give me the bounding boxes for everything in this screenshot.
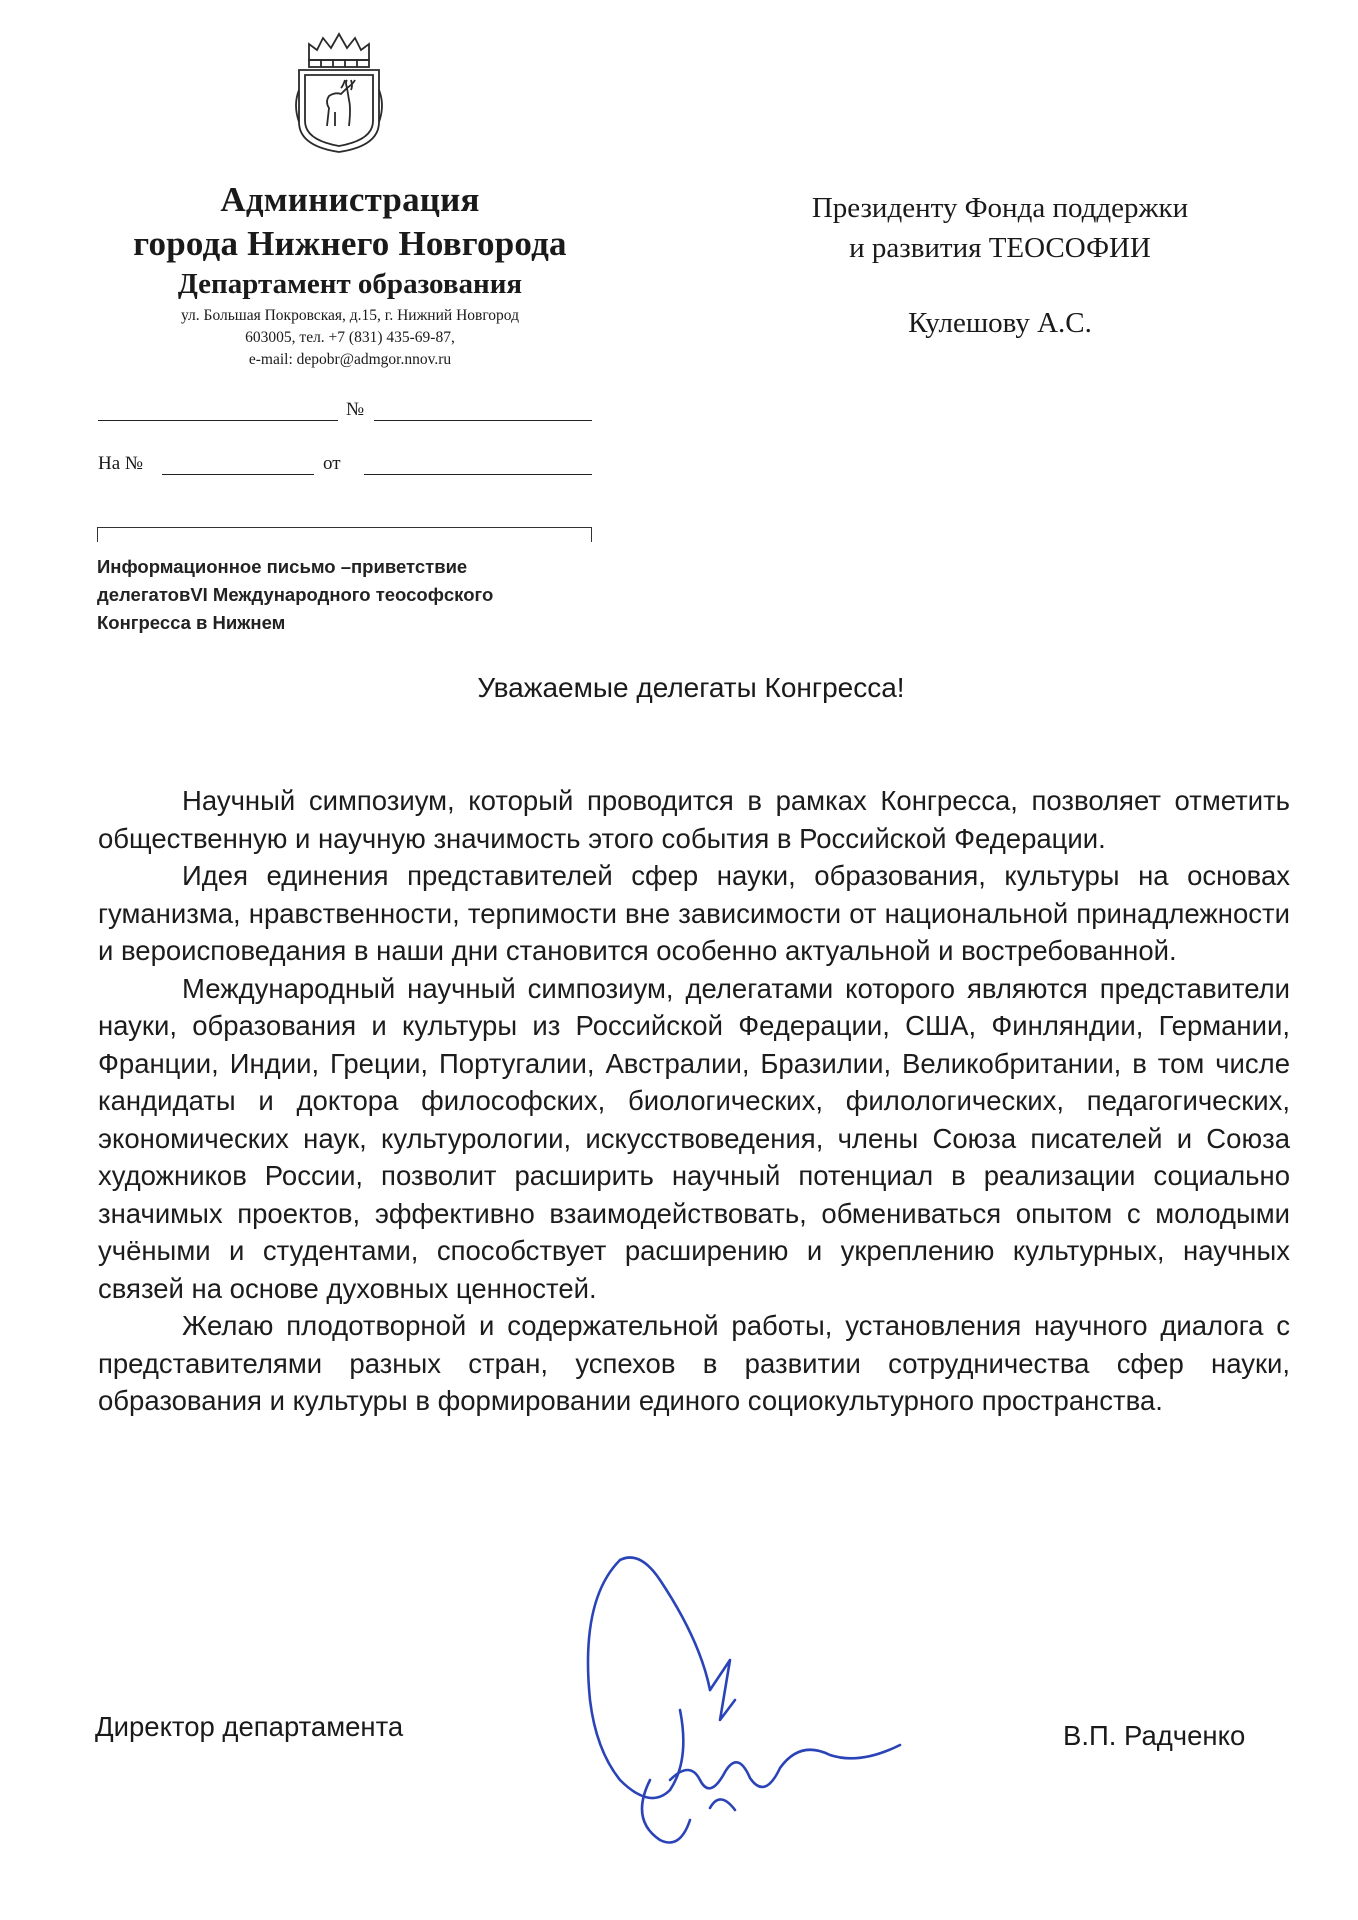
org-name-line2: города Нижнего Новгорода bbox=[133, 224, 567, 263]
outgoing-date-line bbox=[98, 420, 338, 421]
coat-of-arms-icon bbox=[291, 30, 387, 156]
body-paragraph: Международный научный симпозиум, делегатами которого являются представители науки, образования и культуры из Российской Федерации, США, Финляндии, Германии, Франции, Индии, Греции, Португалии, Австралии, Бразилии, Великобритании, в том числе кандидаты и доктора философских, биологических, филологических, педагогических, экономических наук, культурологии, искусствоведения, члены Союза писателей и Союза художников России, позволит расширить научный потенциал в реализации социально значимых проектов, эффективно взаимодействовать, обмениваться опытом с молодыми учёными и студентами, способствует расширению и укреплению культурных, научных связей на основе духовных ценностей. bbox=[98, 972, 1290, 1304]
outgoing-number-line bbox=[374, 420, 592, 421]
reference-prefix: На № bbox=[98, 453, 144, 474]
reference-number-line bbox=[162, 474, 314, 475]
subject-line1: Информационное письмо –приветствие bbox=[97, 556, 468, 577]
addressee-line2: и развития ТЕОСОФИИ bbox=[849, 232, 1151, 264]
subject-bracket bbox=[97, 527, 592, 542]
number-sign: № bbox=[346, 399, 365, 420]
email-line: e-mail: depobr@admgor.nnov.ru bbox=[248, 351, 452, 368]
org-contacts bbox=[80, 305, 620, 371]
address-line: ул. Большая Покровская, д.15, г. Нижний Новгород bbox=[180, 307, 519, 324]
greeting: Уважаемые делегаты Конгресса! bbox=[477, 672, 905, 703]
body-paragraph: Желаю плодотворной и содержательной работы, установления научного диалога с представителями разных стран, успехов в развитии сотрудничества сфер науки, образования и культуры в формировании единого социокультурного пространства. bbox=[98, 1310, 1290, 1416]
department-name: Департамент образования bbox=[177, 268, 523, 300]
handwritten-signature bbox=[560, 1540, 940, 1870]
org-name-line1: Администрация bbox=[220, 180, 480, 219]
organization-block bbox=[80, 178, 620, 371]
reference-from-label: от bbox=[323, 453, 341, 474]
body-paragraph: Идея единения представителей сфер науки, образования, культуры на основах гуманизма, нравственности, терпимости вне зависимости от национальной принадлежности и вероисповедания в наши дни становится особенно актуальной и востребованной. bbox=[98, 860, 1290, 966]
subject-line3: Конгресса в Нижнем bbox=[97, 612, 286, 633]
signer-name: В.П. Радченко bbox=[1063, 1720, 1246, 1751]
addressee-block bbox=[740, 188, 1260, 343]
signer-title: Директор департамента bbox=[95, 1711, 404, 1742]
addressee-name: Кулешову А.С. bbox=[908, 307, 1092, 339]
addressee-line1: Президенту Фонда поддержки bbox=[811, 192, 1189, 224]
letter-body bbox=[98, 782, 1290, 1420]
body-paragraph: Научный симпозиум, который проводится в рамках Конгресса, позволяет отметить общественную и научную значимость этого события в Российской Федерации. bbox=[98, 785, 1290, 854]
reference-date-line bbox=[364, 474, 592, 475]
subject-line2: делегатовVI Международного теософского bbox=[97, 584, 494, 605]
phone-line: 603005, тел. +7 (831) 435-69-87, bbox=[245, 329, 455, 346]
subject-block bbox=[97, 553, 617, 637]
